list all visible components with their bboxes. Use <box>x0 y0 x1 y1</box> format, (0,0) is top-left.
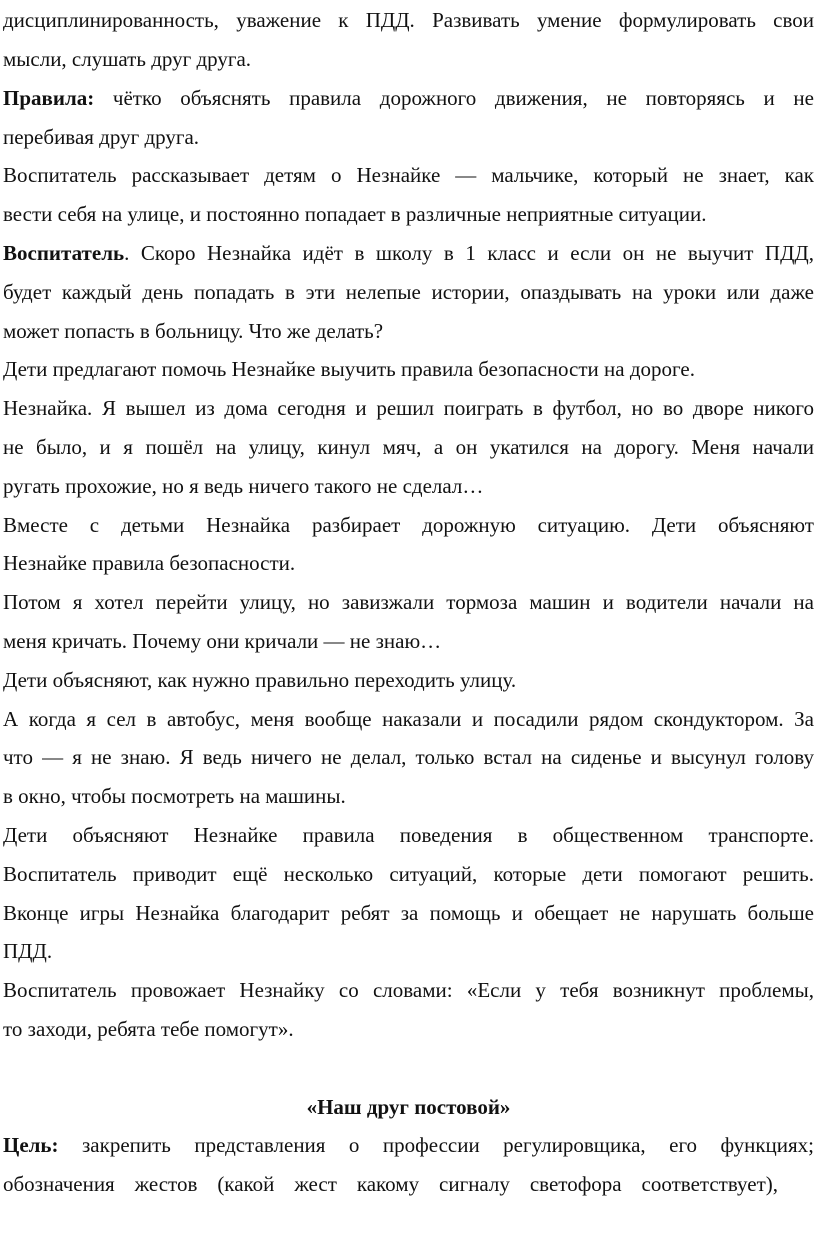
text-line: может попасть в больницу. Что же делать? <box>3 319 384 343</box>
rules-text: чётко объяснять правила дорожного движения, не повторяясь и не <box>94 86 814 110</box>
text-line: Дети объясняют, как нужно правильно переходить улицу. <box>3 668 517 692</box>
text-line: Дети объясняют Незнайке правила поведения в общественном транспорте. <box>3 823 814 847</box>
text-line: перебивая друг друга. <box>3 125 200 149</box>
text-line: Воспитатель приводит ещё несколько ситуаций, которые дети помогают решить. <box>3 862 814 886</box>
rules-label: Правила: <box>3 86 95 110</box>
text-line: обозначения жестов (какой жест какому сигналу светофора соответствует), <box>3 1172 778 1196</box>
text-line: не было, и я пошёл на улицу, кинул мяч, а он укатился на дорогу. Меня начали <box>3 435 814 459</box>
goal-label: Цель: <box>3 1133 59 1157</box>
text-line: в окно, чтобы посмотреть на машины. <box>3 784 346 808</box>
text-line: ПДД. <box>3 939 53 963</box>
section-title-text: «Наш друг постовой» <box>306 1095 511 1119</box>
text-line: то заходи, ребята тебе помогут». <box>3 1017 294 1041</box>
educator-line <box>3 239 814 267</box>
text-line: что — я не знаю. Я ведь ничего не делал, только встал на сиденье и высунул голову <box>3 745 814 769</box>
text-line: Незнайке правила безопасности. <box>3 551 296 575</box>
rules-line <box>3 84 814 112</box>
text-line: Воспитатель провожает Незнайку со словами: «Если у тебя возникнут проблемы, <box>3 978 814 1002</box>
text-line: Потом я хотел перейти улицу, но завизжали тормоза машин и водители начали на <box>3 590 814 614</box>
text-line: вести себя на улице, и постоянно попадает в различные неприятные ситуации. <box>3 202 707 226</box>
text-line: меня кричать. Почему они кричали — не знаю… <box>3 629 442 653</box>
educator-text: . Скоро Незнайка идёт в школу в 1 класс и если он не выучит ПДД, <box>124 241 814 265</box>
goal-line <box>3 1131 814 1159</box>
text-line: ругать прохожие, но я ведь ничего такого не сделал… <box>3 474 484 498</box>
text-line: дисциплинированность, уважение к ПДД. Развивать умение формулировать свои <box>3 8 814 32</box>
text-line: Незнайка. Я вышел из дома сегодня и решил поиграть в футбол, но во дворе никого <box>3 396 814 420</box>
goal-text: закрепить представления о профессии регулировщика, его функциях; <box>58 1133 814 1157</box>
section-title <box>3 1093 814 1121</box>
text-line: будет каждый день попадать в эти нелепые истории, опаздывать на уроки или даже <box>3 280 814 304</box>
educator-label: Воспитатель <box>3 241 125 265</box>
text-line: Вместе с детьми Незнайка разбирает дорожную ситуацию. Дети объясняют <box>3 513 814 537</box>
text-line: мысли, слушать друг друга. <box>3 47 252 71</box>
text-line: Воспитатель рассказывает детям о Незнайке — мальчике, который не знает, как <box>3 163 814 187</box>
text-line: А когда я сел в автобус, меня вообще наказали и посадили рядом скондуктором. За <box>3 707 814 731</box>
text-line: Дети предлагают помочь Незнайке выучить правила безопасности на дороге. <box>3 357 695 381</box>
text-line: Вконце игры Незнайка благодарит ребят за помощь и обещает не нарушать больше <box>3 901 814 925</box>
